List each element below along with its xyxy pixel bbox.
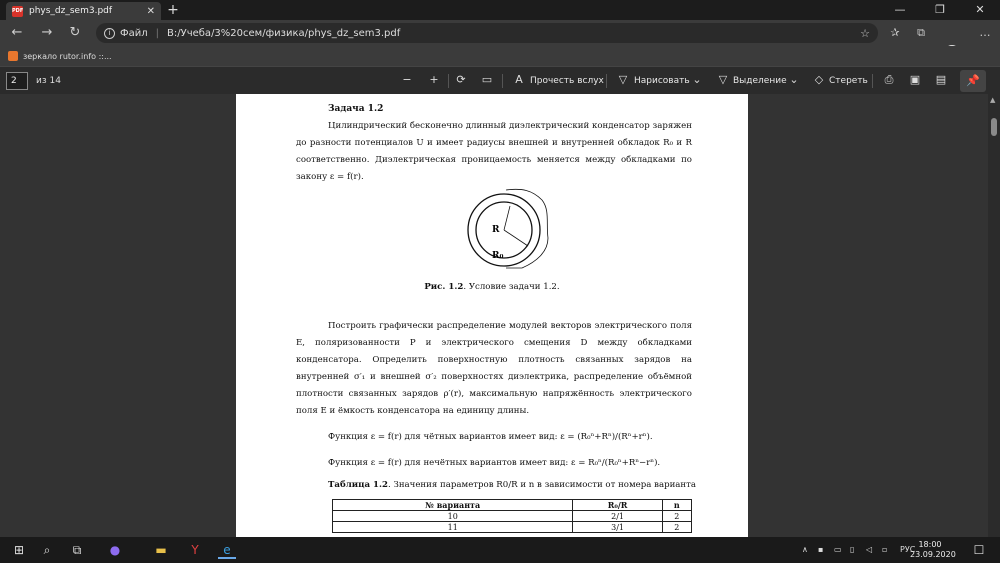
display-icon[interactable]: ▫	[882, 545, 888, 554]
save-as-icon[interactable]: ▤	[935, 73, 947, 86]
divider	[872, 74, 873, 88]
divider	[606, 74, 607, 88]
clock[interactable]	[910, 540, 956, 560]
figure-caption-text: . Условие задачи 1.2.	[463, 282, 560, 292]
close-tab-icon[interactable]: ✕	[146, 5, 155, 17]
forward-button[interactable]: →	[41, 25, 53, 40]
edge-browser-icon[interactable]: e	[218, 541, 236, 559]
zoom-out-icon[interactable]: −	[402, 73, 412, 86]
search-icon[interactable]: ⌕	[43, 543, 51, 557]
minimize-button[interactable]: —	[894, 3, 906, 16]
close-window-button[interactable]: ✕	[975, 3, 985, 16]
variants-table	[332, 499, 692, 533]
scrollbar-thumb[interactable]	[991, 118, 997, 136]
battery-icon[interactable]: ▯	[850, 545, 855, 554]
erase-button[interactable]: Стереть	[829, 76, 868, 86]
favorite-star-icon[interactable]: ☆	[860, 26, 870, 40]
refresh-button[interactable]: ↻	[69, 25, 81, 40]
tray-chevron-icon[interactable]: ∧	[802, 545, 808, 554]
task-statement: Построить графически распределение модулей векторов электрического поля E, поляризованности P и электрического смещения D между обкладками конденсатора. Определить поверхностную плотность связанных зарядов на внутренней σ′₁ и внешней σ′₂ поверхностях диэлектрика, распределение объёмной плотности связанных зарядов ρ′(r), максимальную напряжённость электрического поля E и ёмкость конденсатора на единицу длины.	[296, 321, 692, 416]
windows-start-icon[interactable]: ⊞	[13, 543, 25, 557]
read-aloud-button[interactable]: Прочесть вслух	[530, 76, 604, 86]
url-separator: |	[155, 27, 160, 39]
zoom-in-icon[interactable]: +	[429, 73, 439, 86]
window-controls	[880, 0, 1000, 20]
collections-icon[interactable]: ⧉	[917, 26, 925, 39]
divider	[502, 74, 503, 88]
clock-time: 18:00	[918, 540, 942, 549]
figure-caption	[236, 282, 748, 292]
page-count: из 14	[36, 76, 61, 86]
rotate-icon[interactable]: ⟳	[456, 73, 466, 86]
highlight-options-chevron-icon[interactable]: ⌄	[789, 73, 799, 86]
url-protocol: Файл	[120, 27, 148, 39]
more-menu-icon[interactable]: …	[979, 26, 991, 39]
pdf-file-icon: PDF	[12, 6, 23, 17]
table-row	[333, 522, 692, 533]
network-icon[interactable]: ▭	[834, 545, 842, 554]
read-aloud-icon[interactable]: A	[515, 73, 523, 86]
function-odd: Функция ε = f(r) для нечётных вариантов имеет вид: ε = R₀ⁿ/(R₀ⁿ+Rⁿ−rⁿ).	[328, 458, 661, 468]
tab-title: phys_dz_sem3.pdf	[29, 6, 113, 16]
notifications-icon[interactable]: ☐	[973, 543, 985, 557]
table-cell: 2	[662, 511, 691, 522]
table-header: n	[662, 500, 691, 511]
figure-label-r0: R₀	[492, 251, 504, 261]
table-caption	[328, 480, 696, 490]
pin-toolbar-button[interactable]: 📌	[960, 70, 986, 92]
favorites-icon[interactable]: ✰	[890, 26, 900, 39]
pdf-viewer[interactable]	[0, 94, 1000, 537]
figure-label-r: R	[492, 225, 500, 235]
maximize-button[interactable]: ❐	[935, 3, 945, 16]
table-cell: 2/1	[573, 511, 662, 522]
table-caption-label: Таблица 1.2	[328, 480, 388, 490]
draw-options-chevron-icon[interactable]: ⌄	[692, 73, 702, 86]
back-button[interactable]: ←	[11, 25, 23, 40]
fit-page-icon[interactable]: ▭	[481, 73, 493, 86]
print-icon[interactable]: ⎙	[884, 73, 894, 86]
language-indicator[interactable]: РУС	[900, 545, 916, 554]
table-cell: 2	[662, 522, 691, 533]
table-header: № варианта	[333, 500, 573, 511]
file-explorer-icon[interactable]: ▬	[155, 543, 167, 557]
problem-heading: Задача 1.2	[328, 104, 384, 114]
info-icon[interactable]: i	[104, 28, 115, 39]
clock-date: 23.09.2020	[910, 550, 956, 559]
table-cell: 3/1	[573, 522, 662, 533]
volume-icon[interactable]: ◁	[866, 545, 873, 554]
tray-app-icon[interactable]: ▪	[818, 545, 824, 554]
assistant-icon[interactable]: ●	[109, 543, 121, 557]
save-icon[interactable]: ▣	[909, 73, 921, 86]
table-caption-text: . Значения параметров R0/R и n в зависимости от номера варианта	[388, 480, 697, 490]
pdf-page	[236, 94, 748, 537]
tab-bar	[0, 0, 1000, 20]
draw-icon[interactable]: ▽	[618, 73, 628, 86]
highlight-icon[interactable]: ▽	[718, 73, 728, 86]
function-even: Функция ε = f(r) для чётных вариантов имеет вид: ε = (R₀ⁿ+Rⁿ)/(Rⁿ+rⁿ).	[328, 432, 653, 442]
table-cell: 11	[333, 522, 573, 533]
figure-caption-label: Рис. 1.2	[424, 282, 464, 292]
pdf-toolbar	[0, 66, 1000, 94]
highlight-button[interactable]: Выделение	[733, 76, 787, 86]
bookmark-link[interactable]: зеркало rutor.info ::...	[23, 51, 112, 61]
vertical-scrollbar[interactable]	[988, 94, 1000, 537]
capacitor-figure	[462, 188, 558, 270]
bookmark-icon	[8, 51, 18, 61]
table-row	[333, 511, 692, 522]
page-number-input[interactable]: 2	[6, 72, 28, 90]
windows-taskbar	[0, 537, 1000, 563]
task-view-icon[interactable]: ⧉	[72, 543, 82, 557]
problem-statement: Цилиндрический бесконечно длинный диэлектрический конденсатор заряжен до разности потенциалов U и имеет радиусы внешней и внутренней обкладок R₀ и R соответственно. Диэлектрическая проницаемость меняется между обкладками по закону ε = f(r).	[296, 121, 692, 182]
address-bar-row	[0, 20, 1000, 46]
eraser-icon[interactable]: ◇	[814, 73, 824, 86]
url-path: B:/Учеба/3%20сем/физика/phys_dz_sem3.pdf	[167, 27, 401, 39]
table-header: R₀/R	[573, 500, 662, 511]
scroll-up-icon[interactable]: ▲	[990, 96, 996, 104]
divider	[448, 74, 449, 88]
yandex-browser-icon[interactable]: Y	[191, 543, 199, 557]
new-tab-button[interactable]: +	[167, 2, 179, 18]
table-header-row	[333, 500, 692, 511]
bookmarks-bar	[0, 46, 1000, 66]
address-field[interactable]	[96, 23, 878, 43]
table-cell: 10	[333, 511, 573, 522]
browser-tab[interactable]	[6, 2, 161, 20]
draw-button[interactable]: Нарисовать	[634, 76, 690, 86]
